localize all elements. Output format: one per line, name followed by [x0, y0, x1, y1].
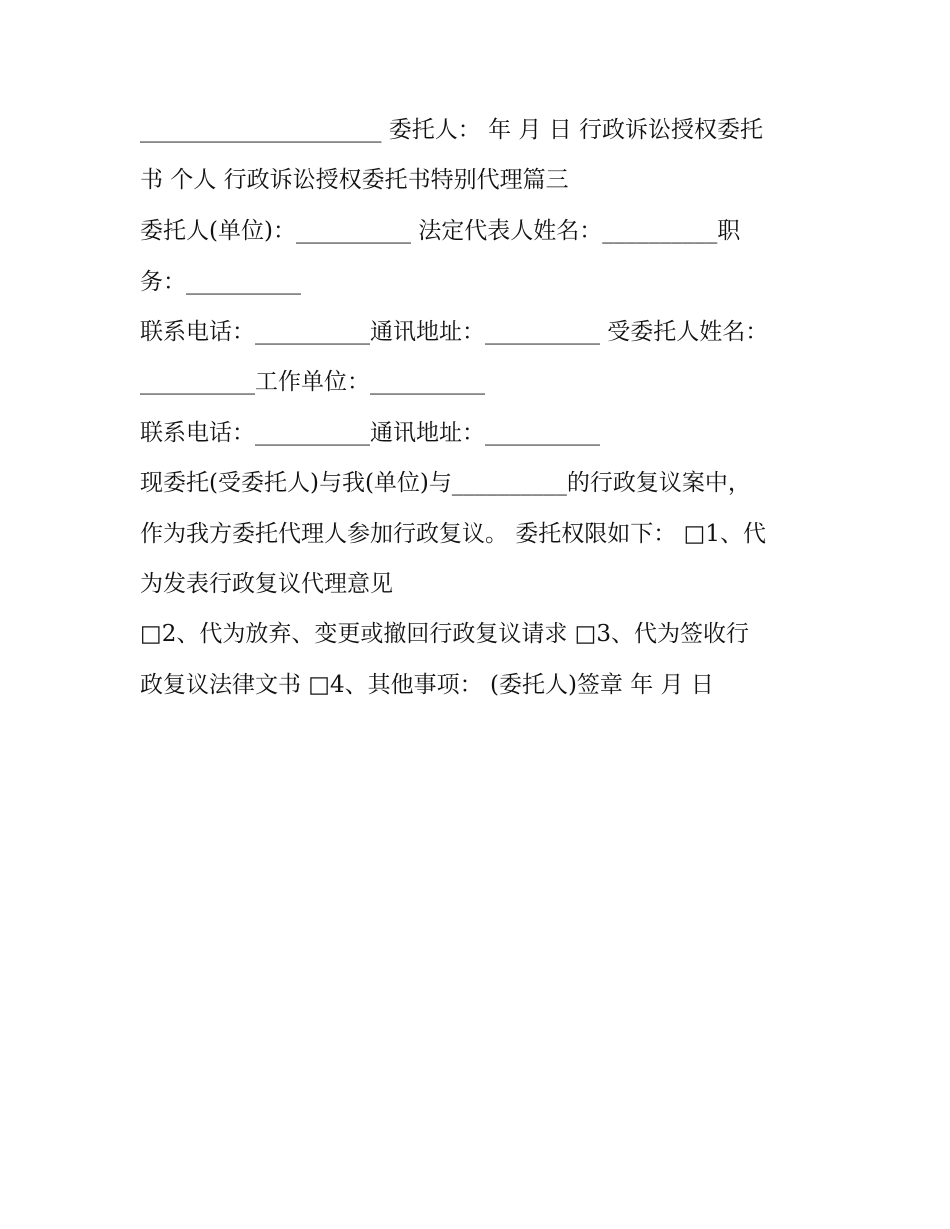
document-line-4: 务：__________ [140, 269, 301, 295]
document-line-8: 现委托(受委托人)与我(单位)与__________的行政复议案中， [140, 470, 751, 496]
document-line-3: 委托人(单位)：__________ 法定代表人姓名：__________职 [140, 218, 741, 244]
document-line-2: 书 个人 行政诉讼授权委托书特别代理篇三 [140, 167, 569, 193]
document-line-9: 作为我方委托代理人参加行政复议。 委托权限如下： □1、代 [140, 521, 766, 547]
document-line-1: _____________________ 委托人： 年 月 日 行政诉讼授权委托 [140, 117, 764, 143]
document-line-6: __________工作单位：__________ [140, 369, 485, 395]
document-line-12: 政复议法律文书 □4、其他事项： (委托人)签章 年 月 日 [140, 672, 714, 698]
document-line-10: 为发表行政复议代理意见 [140, 571, 393, 597]
document-line-7: 联系电话：__________通讯地址：__________ [140, 420, 600, 446]
document-line-5: 联系电话：__________通讯地址：__________ 受委托人姓名： [140, 319, 769, 345]
document-line-11: □2、代为放弃、变更或撤回行政复议请求 □3、代为签收行 [140, 621, 750, 647]
